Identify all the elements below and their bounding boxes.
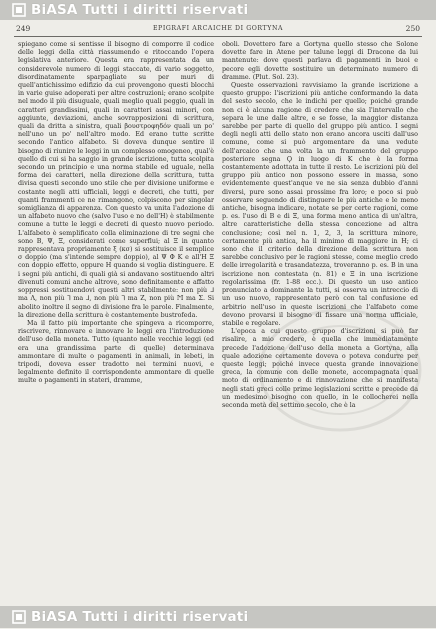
paragraph: L'epoca a cui questo gruppo d'iscrizioni si può far risalire, a mio credere, è quella che immediatamente precede l'adozione dell'uso della moneta a Gortyna, alla quale adozione certamente doveva o poteva condurre per queste leggi; poiché invece questa grande innovazione greca, la comune con delle monete, accompagnata qual moto di ordinamento e di rinnovazione che si manifesta negli stati greci colle prime legislazioni scritte e precede da un medesimo bisogno con quello, in le collocherei nella seconda metà del settimo secolo, che è la: [222, 328, 418, 409]
paragraph: Ma il fatto più importante che spingeva a ricomporre, riscrivere, rinnovare e innovare le leggi era l'introduzione dell'uso della moneta. Tutto (quanto nelle vecchie leggi (ed era una grandissima parte di quelle) determinava ammontare di multe o pagamenti in animali, in lebeti, in tripodi, doveva esser tradotto nei termini nuovi, e legalmente definito il corrispondente ammontare di quelle multe o pagamenti in stateri, dramme,: [18, 319, 214, 385]
biasa-logo-icon: [12, 610, 26, 624]
paragraph: spiegano come si sentisse il bisogno di comporre il codice delle leggi della città riassumendo e ritoccando l'opera legislativa anteriore. Questa era rappresentata da un considerevole numero di leggi staccate, di vario soggetto, disordinatamente sparpagliate su per muri di quell'antichissimo edifizio da cui provengono questi blocchi in varie guise adoperati per altre costruzioni; erano scolpite nel modo il più disuguale, quali meglio quali peggio, quali in caratteri grandissimi, quali in caratteri assai minori, con aggiunte, deviazioni, anche sovrapposizioni di scrittura, quali da dritta a sinistra, quali βουστροφηδόν quali un po' nell'uno un po' nell'altro modo. Ed erano tutte scritte secondo l'antico alfabeto. Si doveva dunque sentire il bisogno di riunire le leggi in un complesso omogeneo, qual'è quello di cui si ha saggio in grande iscrizione, tutta scolpita secondo un principio e una norma stabile ed uguale, nella forma dei caratteri, nella direzione della scrittura, tutta divisa questi secondo uno stile che per divisione uniforme e costante negli atti ufficiali, leggi e decreti, che tutti, per quanti frammenti ce ne rimangono, colpiscono per singolar somiglianza di apparenza. Con questo va unita l'adozione di un alfabeto nuovo che (salvo l'uso e no dell'H) è stabilmente comune a tutte le leggi e decreti di questo nuovo periodo. L'alfabeto è semplificato colla eliminazione di tre segni che sono B, Ψ, Ξ, considerati come superflui; al Ξ in quanto rappresentava propriamente ξ (κσ) si sostituisce il semplice σ doppio (ma s'intende sempre doppio), al Ψ Φ K e all'H Ξ con doppio effetto, oppure H quando si voglia distinguere. E i segni più antichi, di quali già si andavano sostituendo altri divenuti comuni anche altrove, sono definitamente e affatto soppressi sostituendovi questi altri stabilmente: non più ⅃ ma Λ, non più ⅂ ma ⅃, non più ⅂ ma Ζ, non più Ϻ ma Σ. Si abolito inoltre il segno di divisione fra le parole. Finalmente, la direzione della scrittura è costantemente bustrofeda.: [18, 41, 214, 319]
banner-brand-text: BiASA Tutti i diritti riservati: [31, 2, 249, 18]
page-number-right: 250: [405, 24, 420, 33]
page-number-left: 249: [16, 24, 31, 33]
running-header: [12, 24, 424, 36]
text-column-left: [18, 41, 214, 601]
paragraph: Queste osservazioni ravvisiamo la grande iscrizione a questo gruppo: l'iscrizioni più antiche conformando la data del sesto secolo, che le indichi per quello; poiché grande non ci è alcuna ragione di credere che sia l'intervallo che separa le une dalle altre, e se fosse, la maggior distanza sarebbe per parte di quello del gruppo più antico. I segni degli negli atti dello stato non erano ancora usciti dall'uso comune, come si può argomentare da una vedute dell'arcaico che una volta la un frammento del gruppo posteriore segna Ϙ in luogo di K che è la forma costantemente adottata in tutte il resto. Le iscrizioni più del gruppo più antico non possono essere in massa, sono evidentemente quest'anque ve ne sia senza dubbio d'anni diversi, pure sono assai prossime fra loro; e poco si può osservare seguendo di distinguere le più antiche e le meno antiche, bisogna indicare, notate se per certe ragioni, come p. es. l'uso di B e di Ξ, una forma meno antica di un'altra, altre caratteristiche della stessa concezione ad altra conclusione; così nel n. 1, 2, 3, la scrittura minore, certamente più antica, ha il minimo di maggiore in H; ci sono che il criterio della direzione della scrittura non sarebbe conclusivo per le ragioni stesse, come meglio credo delle irregolarità e trasandatezza, troveranno p. es. B in una iscrizione non contestata (n. 81) e Ξ in una iscrizione regolarissima (fr. 1-88 ecc.). Di questo un uso antico pronunciato a dominante la tutti, si osserva un intreccio di un uso nuovo, rappresentato però con tal confusione ed arbitrio nell'uso in queste iscrizioni che l'alfabeto come devono provarsi il bisogno di fissare una norma ufficiale, stabile e regolare.: [222, 82, 418, 327]
paragraph: oboli. Dovettero fare a Gortyna quello stesso che Solone dovette fare in Atene per talune leggi di Dracone da lui mantenute: dove questi parlava di pagamenti in buoi e pecore egli dovette sostituire un determinato numero di dramme. (Plut. Sol. 23).: [222, 41, 418, 81]
top-watermark-banner: [0, 0, 436, 20]
banner-brand-text: BiASA Tutti i diritti riservati: [31, 609, 249, 625]
running-title: EPIGRAFI ARCAICHE DI GORTYNA: [152, 25, 284, 32]
text-column-right: [222, 41, 418, 601]
biasa-logo-icon: [12, 3, 26, 17]
header-rule: [14, 36, 422, 37]
bottom-watermark-banner: [0, 606, 436, 628]
